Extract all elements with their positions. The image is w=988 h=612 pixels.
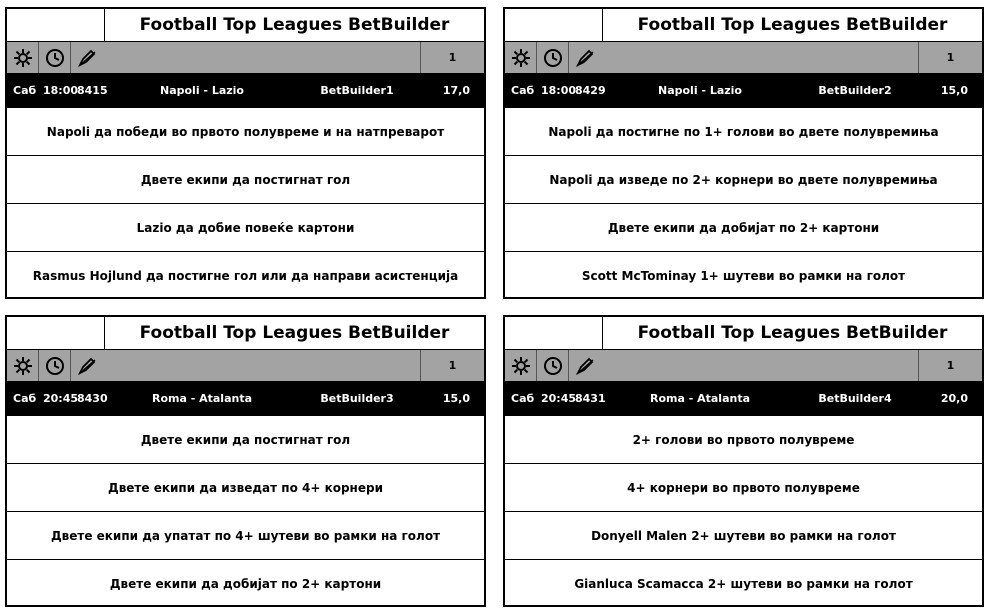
gear-icon (505, 350, 537, 381)
selection-row: Napoli да победи во првото полувреме и на натпреварот (7, 107, 484, 155)
selection-row: Двете екипи да изведат по 4+ корнери (7, 463, 484, 511)
selection-row: 4+ корнери во првото полувреме (505, 463, 982, 511)
header-blank-cell (505, 317, 603, 349)
card-title: Football Top Leagues BetBuilder (139, 15, 450, 35)
match-odds: 20,0 (940, 391, 968, 405)
count-value: 1 (420, 42, 484, 73)
match-teams: Roma - Atalanta (649, 391, 751, 405)
selection-row: Napoli да постигне по 1+ голови во двете полувремиња (505, 107, 982, 155)
card-header (505, 317, 982, 349)
header-blank-cell (7, 317, 105, 349)
selection-row: Двете екипи да добијат по 2+ картони (505, 203, 982, 251)
match-time: 20:45 (541, 391, 577, 405)
betbuilder-label: BetBuilder2 (818, 83, 892, 97)
selection-row: Двете екипи да упатат по 4+ шутеви во рамки на голот (7, 511, 484, 559)
selection-row: 2+ голови во првото полувреме (505, 415, 982, 463)
match-row (7, 381, 484, 415)
pen-icon (71, 42, 103, 73)
card-header (7, 9, 484, 41)
match-code: 8429 (575, 83, 606, 97)
betbuilder-label: BetBuilder4 (818, 391, 892, 405)
count-value: 1 (918, 350, 982, 381)
clock-icon (537, 42, 569, 73)
match-code: 8431 (575, 391, 606, 405)
match-teams: Roma - Atalanta (151, 391, 253, 405)
match-day: Саб (13, 83, 37, 97)
match-day: Саб (511, 391, 535, 405)
selection-row: Scott McTominay 1+ шутеви во рамки на голот (505, 251, 982, 299)
pen-icon (569, 42, 601, 73)
selection-row: Napoli да изведе по 2+ корнери во двете полувремиња (505, 155, 982, 203)
selection-row: Двете екипи да добијат по 2+ картони (7, 559, 484, 607)
match-teams: Napoli - Lazio (658, 83, 742, 97)
icon-bar (7, 41, 484, 73)
match-day: Саб (13, 391, 37, 405)
betbuilder-label: BetBuilder1 (320, 83, 394, 97)
count-value: 1 (918, 42, 982, 73)
card-title: Football Top Leagues BetBuilder (139, 323, 450, 343)
match-row (7, 73, 484, 107)
clock-icon (537, 350, 569, 381)
card-header (505, 9, 982, 41)
pen-icon (71, 350, 103, 381)
match-odds: 15,0 (940, 83, 968, 97)
betbuilder-card-4 (503, 315, 984, 607)
pen-icon (569, 350, 601, 381)
match-day: Саб (511, 83, 535, 97)
match-row (505, 73, 982, 107)
card-title: Football Top Leagues BetBuilder (637, 15, 948, 35)
betbuilder-label: BetBuilder3 (320, 391, 394, 405)
gear-icon (7, 350, 39, 381)
selection-row: Двете екипи да постигнат гол (7, 155, 484, 203)
selection-row: Rasmus Hojlund да постигне гол или да направи асистенција (7, 251, 484, 299)
icon-bar (505, 41, 982, 73)
icon-bar (7, 349, 484, 381)
gear-icon (505, 42, 537, 73)
selection-row: Donyell Malen 2+ шутеви во рамки на голот (505, 511, 982, 559)
match-time: 18:00 (43, 83, 79, 97)
icon-bar (505, 349, 982, 381)
clock-icon (39, 42, 71, 73)
clock-icon (39, 350, 71, 381)
match-code: 8430 (77, 391, 108, 405)
gear-icon (7, 42, 39, 73)
match-code: 8415 (77, 83, 108, 97)
match-time: 18:00 (541, 83, 577, 97)
match-odds: 15,0 (442, 391, 470, 405)
count-value: 1 (420, 350, 484, 381)
selection-row: Двете екипи да постигнат гол (7, 415, 484, 463)
selection-row: Gianluca Scamacca 2+ шутеви во рамки на голот (505, 559, 982, 607)
card-header (7, 317, 484, 349)
betbuilder-card-3 (5, 315, 486, 607)
betbuilder-card-2 (503, 7, 984, 299)
card-title: Football Top Leagues BetBuilder (637, 323, 948, 343)
match-row (505, 381, 982, 415)
match-teams: Napoli - Lazio (160, 83, 244, 97)
header-blank-cell (505, 9, 603, 41)
header-blank-cell (7, 9, 105, 41)
match-odds: 17,0 (442, 83, 470, 97)
betbuilder-card-1 (5, 7, 486, 299)
match-time: 20:45 (43, 391, 79, 405)
selection-row: Lazio да добие повеќе картони (7, 203, 484, 251)
